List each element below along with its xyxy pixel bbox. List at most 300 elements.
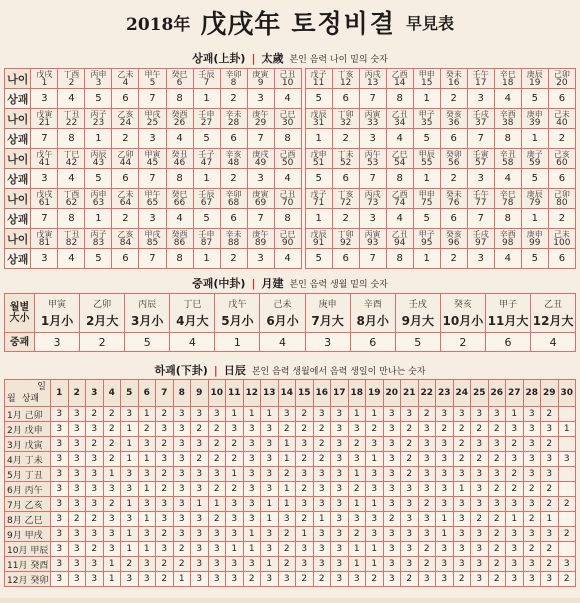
lower-value-cell: 2 [156,527,174,542]
age-cell [139,149,166,169]
age-cell [58,189,85,209]
lower-value-cell: 1 [278,497,296,512]
lower-value-cell: 3 [68,467,86,482]
lower-value-cell: 3 [208,557,226,572]
lower-row [5,572,576,587]
age-cell [548,229,575,249]
upper-value-cell: 5 [85,169,112,189]
age-number: 99 [529,237,541,248]
lower-value-cell: 3 [366,437,384,452]
upper-value-cell: 4 [494,249,521,269]
age-ganji: 乙巳 [391,149,408,159]
lower-row-label: 11月 癸酉 [5,557,51,572]
upper-value-cell: 8 [386,249,413,269]
age-ganji: 戊寅 [36,109,53,119]
lower-value-cell: 3 [243,482,261,497]
lower-value-cell: 2 [208,422,226,437]
day-header: 23 [436,380,454,407]
lower-value-cell: 3 [121,512,139,527]
age-ganji: 庚申 [526,229,543,239]
row-label-age: 나이 [5,149,31,169]
age-ganji: 丙戌 [364,189,381,199]
age-ganji: 癸巳 [171,69,188,79]
lower-value-cell: 2 [488,542,506,557]
lower-value-cell: 1 [348,467,366,482]
age-number: 50 [281,157,294,168]
lower-value-cell: 3 [401,512,419,527]
lower-value-cell: 3 [313,467,331,482]
lower-value-cell: 1 [121,422,139,437]
lower-value-cell: 2 [488,422,506,437]
upper-value-cell: 1 [193,249,220,269]
lower-value-cell: 1 [138,482,156,497]
age-number: 3 [95,77,102,88]
lower-value-cell: 3 [331,422,349,437]
month-cell [260,294,305,333]
month-cell [80,294,125,333]
lower-value-cell: 3 [418,572,436,587]
lower-value-cell: 1 [278,437,296,452]
lower-value-cell: 2 [313,422,331,437]
lower-value-cell: 2 [348,482,366,497]
lower-value-cell: 1 [366,497,384,512]
upper-value-cell: 4 [58,249,85,269]
age-cell [521,229,548,249]
month-cell [531,294,576,333]
lower-value-cell: 3 [436,467,454,482]
lower-value-cell: 3 [383,557,401,572]
lower-value-cell: 3 [191,527,209,542]
month-cell [485,294,530,333]
upper-value-cell: 5 [193,209,220,229]
lower-value-cell: 3 [261,467,279,482]
lower-value-cell: 2 [156,467,174,482]
lower-value-cell: 3 [436,497,454,512]
upper-value-cell: 2 [332,129,359,149]
lower-value-cell: 3 [366,467,384,482]
lower-value-cell: 1 [103,557,121,572]
lower-value-cell: 1 [348,497,366,512]
age-number: 56 [448,157,460,168]
age-cell [413,69,440,89]
upper-value-cell: 6 [548,249,575,269]
lower-value-cell: 3 [173,422,191,437]
month-cell [395,294,440,333]
age-number: 17 [475,77,487,88]
age-ganji: 乙丑 [391,109,408,119]
age-cell [305,69,332,89]
age-number: 38 [502,117,514,128]
lower-row-label: 12月 癸卯 [5,572,51,587]
upper-value-cell: 2 [220,169,247,189]
age-cell [193,189,220,209]
lower-value-cell: 2 [103,437,121,452]
lower-value-cell: 3 [506,542,524,557]
middle-value-cell: 6 [485,333,530,352]
day-header: 4 [103,380,121,407]
age-cell [332,69,359,89]
lower-row [5,452,576,467]
age-ganji: 戊寅 [36,229,53,239]
lower-value-cell: 3 [453,557,471,572]
lower-value-cell: 3 [51,452,69,467]
upper-value-cell: 1 [521,209,548,229]
lower-value-cell: 3 [436,452,454,467]
upper-value-cell: 3 [247,249,274,269]
lower-value-cell: 3 [173,527,191,542]
age-number: 55 [420,157,433,168]
age-ganji: 丙午 [364,149,381,159]
age-cell [305,149,332,169]
lower-value-cell: 1 [436,512,454,527]
lower-value-cell: 3 [366,482,384,497]
age-cell [386,69,413,89]
lower-value-cell: 2 [541,557,559,572]
day-header: 2 [68,380,86,407]
lower-value-cell: 3 [383,422,401,437]
upper-value-cell: 3 [467,249,494,269]
upper-value-cell: 8 [166,169,193,189]
lower-value-cell: 3 [331,437,349,452]
age-number: 94 [393,237,406,248]
lower-value-cell: 3 [173,407,191,422]
lower-value-cell: 1 [436,527,454,542]
month-cell [305,294,350,333]
day-header: 12 [243,380,261,407]
middle-value-row [5,333,576,352]
lower-value-cell: 3 [261,482,279,497]
lower-value-cell: 3 [471,497,489,512]
upper-value-cell: 2 [440,249,467,269]
month-name: 1月 [40,314,62,328]
lower-value-cell: 1 [226,542,244,557]
lower-value-cell: 3 [191,542,209,557]
age-cell [548,69,575,89]
lower-value-cell: 3 [173,437,191,452]
lower-value-cell: 3 [453,497,471,512]
lower-value-cell: 3 [558,452,576,467]
age-ganji: 丁卯 [337,229,354,239]
lower-value-cell: 3 [523,497,541,512]
age-ganji: 甲辰 [418,149,435,159]
lower-value-cell: 3 [68,557,86,572]
lower-value-cell: 3 [261,527,279,542]
age-ganji: 丁丑 [63,109,80,119]
age-cell [193,109,220,129]
upper-value-cell: 2 [112,209,139,229]
age-cell [467,229,494,249]
age-ganji: 癸丑 [171,149,188,159]
upper-value-cell: 2 [548,209,575,229]
lower-value-cell: 2 [471,452,489,467]
lower-value-cell: 1 [103,467,121,482]
lower-value-cell: 2 [418,407,436,422]
age-cell [247,69,274,89]
age-ganji: 丙子 [90,229,107,239]
upper-value-cell: 5 [521,169,548,189]
upper-value-cell: 1 [193,89,220,109]
age-number: 45 [146,157,159,168]
title-ganji: 戊戌年 [200,9,282,40]
age-cell [548,109,575,129]
lower-value-cell: 3 [506,527,524,542]
upper-value-cell: 3 [247,89,274,109]
lower-row [5,467,576,482]
upper-value-cell: 4 [58,89,85,109]
lower-value-cell: 3 [436,572,454,587]
middle-table [4,293,576,352]
lower-row [5,527,576,542]
lower-value-cell: 3 [261,437,279,452]
upper-value-cell: 6 [548,89,575,109]
lower-value-cell: 3 [366,527,384,542]
day-header: 16 [313,380,331,407]
age-number: 54 [393,157,406,168]
lower-value-cell: 3 [331,467,349,482]
month-size: 大 [421,314,434,328]
lower-value-cell: 3 [418,527,436,542]
day-header: 29 [541,380,559,407]
lower-value-cell: 2 [488,452,506,467]
lower-value-cell: 3 [226,572,244,587]
lower-value-cell [558,437,576,452]
lower-value-cell [558,407,576,422]
lower-value-cell: 2 [243,572,261,587]
age-ganji: 壬午 [472,189,489,199]
lower-value-cell: 1 [138,512,156,527]
lower-value-cell: 3 [156,422,174,437]
month-name: 12月 [532,314,562,328]
age-number: 93 [366,237,379,248]
age-number: 81 [38,237,51,248]
day-header: 24 [453,380,471,407]
age-cell [274,109,301,129]
age-cell [139,189,166,209]
lower-row [5,557,576,572]
lower-value-cell: 2 [86,542,104,557]
month-ganji: 壬戌 [408,300,427,310]
lower-value-cell: 3 [331,482,349,497]
age-cell [85,69,112,89]
lower-value-cell: 1 [226,407,244,422]
middle-desc: 본인 음력 생월 밑의 숫자 [289,279,388,290]
age-cell [386,189,413,209]
lower-value-cell: 3 [226,557,244,572]
upper-value-cell: 1 [413,169,440,189]
middle-value-cell: 5 [125,333,170,352]
lower-value-cell: 1 [278,452,296,467]
corner-upper-label: 상괘 [21,394,40,404]
upper-value-cell: 6 [220,209,247,229]
lower-value-cell: 2 [86,437,104,452]
age-number: 95 [420,237,433,248]
age-cell [359,149,386,169]
middle-section-header: 중괘(中卦) | 月建 본인 음력 생월 밑의 숫자 [192,276,388,290]
age-cell [166,69,193,89]
age-number: 43 [92,157,105,168]
lower-row [5,407,576,422]
age-ganji: 己巳 [279,229,296,239]
lower-value-cell: 3 [331,512,349,527]
lower-row [5,437,576,452]
age-number: 79 [529,197,541,208]
lower-value-cell: 3 [86,572,104,587]
age-cell [166,229,193,249]
age-cell [166,189,193,209]
lower-value-cell: 3 [523,437,541,452]
age-cell [31,149,58,169]
age-cell [359,109,386,129]
lower-value-cell: 3 [68,452,86,467]
age-number: 70 [281,197,294,208]
lower-value-cell: 2 [278,527,296,542]
lower-value-cell: 1 [366,542,384,557]
lower-value-cell: 2 [296,452,314,467]
lower-value-cell: 2 [191,422,209,437]
age-ganji: 辛卯 [225,189,242,199]
age-ganji: 甲寅 [144,149,161,159]
age-ganji: 己卯 [553,69,570,79]
age-ganji: 庚子 [526,149,543,159]
lower-value-cell: 3 [418,482,436,497]
age-number: 78 [502,197,514,208]
lower-value-cell: 2 [453,572,471,587]
upper-value-cell: 2 [440,89,467,109]
age-number: 77 [475,197,487,208]
upper-value-cell: 5 [193,129,220,149]
age-cell [440,69,467,89]
lower-value-cell: 3 [383,452,401,467]
lower-value-cell: 2 [226,437,244,452]
age-cell [440,109,467,129]
lower-value-cell: 1 [243,542,261,557]
title-year: 2018年 [126,14,191,35]
lower-value-cell: 2 [348,527,366,542]
day-header: 3 [86,380,104,407]
lower-value-cell: 3 [366,512,384,527]
age-number: 64 [119,197,132,208]
day-header: 6 [138,380,156,407]
row-label-age: 나이 [5,109,31,129]
month-name: 10月 [442,314,472,328]
lower-value-cell: 3 [103,527,121,542]
lower-value-cell: 3 [226,422,244,437]
lower-value-cell: 3 [313,482,331,497]
lower-value-cell: 3 [313,542,331,557]
age-cell [139,229,166,249]
age-ganji: 庚午 [252,109,269,119]
age-number: 68 [227,197,240,208]
age-ganji: 戊午 [36,149,53,159]
lower-row-label: 10月 甲辰 [5,542,51,557]
lower-value-cell: 3 [208,572,226,587]
upper-section-header: 상괘(上卦) | 太歲 본인 음력 나이 밑의 숫자 [192,51,388,65]
age-number: 41 [38,157,51,168]
middle-value-cell: 3 [305,333,350,352]
day-header: 9 [191,380,209,407]
lower-value-cell: 2 [488,527,506,542]
upper-value-cell: 5 [413,209,440,229]
lower-value-cell: 1 [506,512,524,527]
upper-value-cell: 6 [112,169,139,189]
age-ganji: 壬子 [198,149,215,159]
age-ganji: 丙寅 [364,109,381,119]
lower-value-cell: 3 [103,512,121,527]
upper-value-cell: 5 [413,129,440,149]
lower-value-cell: 3 [156,497,174,512]
age-ganji: 壬辰 [198,189,215,199]
lower-value-cell: 2 [68,512,86,527]
upper-value-cell: 2 [440,169,467,189]
row-label-age: 나이 [5,69,31,89]
age-number: 28 [227,117,240,128]
lower-value-cell: 1 [348,557,366,572]
month-name: 7月 [311,314,332,328]
day-header: 27 [506,380,524,407]
month-size: 小 [376,314,389,328]
lower-value-cell: 2 [226,482,244,497]
footer-band [0,598,580,603]
age-cell [386,229,413,249]
age-ganji: 甲子 [418,229,435,239]
lower-value-cell: 2 [488,512,506,527]
month-cell [35,294,80,333]
age-number: 23 [92,117,105,128]
upper-value-cell: 5 [305,169,332,189]
age-number: 96 [448,237,460,248]
lower-value-cell: 3 [278,572,296,587]
lower-value-cell: 1 [366,557,384,572]
upper-value-cell: 7 [139,89,166,109]
lower-value-cell: 2 [103,407,121,422]
lower-value-cell: 2 [418,497,436,512]
lower-value-cell: 2 [558,527,576,542]
lower-value-cell: 2 [313,572,331,587]
upper-value-cell: 3 [31,169,58,189]
age-cell [274,229,301,249]
age-ganji: 辛未 [225,229,242,239]
lower-value-cell: 3 [436,407,454,422]
lower-value-cell: 2 [86,512,104,527]
lower-value-cell: 3 [523,557,541,572]
day-header: 20 [383,380,401,407]
age-number: 12 [339,77,352,88]
lower-value-cell: 2 [296,407,314,422]
age-ganji: 癸酉 [171,109,188,119]
row-label-age: 나이 [5,189,31,209]
lower-value-cell: 1 [173,572,191,587]
age-ganji: 甲戌 [144,109,161,119]
age-number: 21 [38,117,51,128]
age-number: 16 [448,77,460,88]
lower-value-cell: 2 [523,512,541,527]
lower-value-cell: 2 [541,407,559,422]
upper-value-cell: 3 [31,89,58,109]
lower-value-cell: 3 [68,437,86,452]
age-number: 7 [203,77,210,88]
upper-value-cell: 2 [112,129,139,149]
value-row [5,209,576,229]
age-cell [112,229,139,249]
middle-term: 月建 [261,277,284,290]
age-ganji: 己酉 [279,149,296,159]
row-label-value: 상괘 [5,249,31,269]
upper-value-cell: 1 [305,209,332,229]
lower-value-cell: 3 [138,557,156,572]
lower-value-cell: 3 [173,482,191,497]
age-ganji: 癸亥 [445,229,462,239]
lower-value-cell: 2 [226,452,244,467]
